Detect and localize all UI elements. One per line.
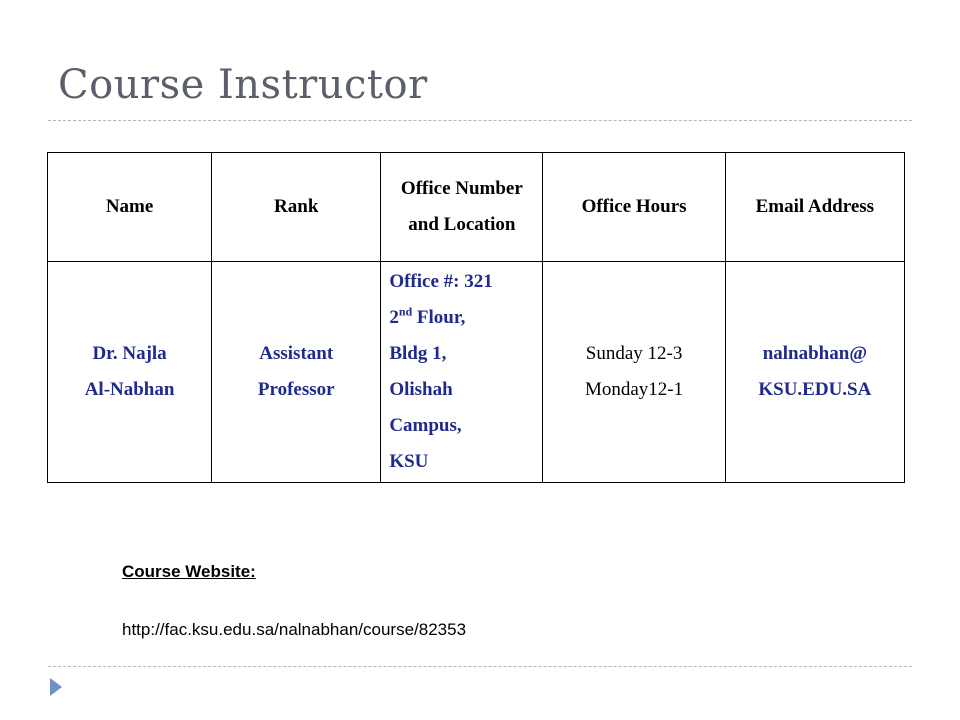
cell-office-location (381, 262, 543, 483)
name-line2: Al-Nabhan (84, 379, 175, 400)
office-line5: Campus, (389, 415, 462, 436)
office-line3: Bldg 1, (389, 343, 447, 364)
office-line1: Office #: 321 (389, 271, 493, 292)
name-line1: Dr. Najla (92, 343, 167, 364)
header-office-location: Office Number and Location (381, 153, 543, 262)
hours-line2: Monday12-1 (584, 379, 684, 400)
header-rank: Rank (212, 153, 381, 262)
course-website-url[interactable]: http://fac.ksu.edu.sa/nalnabhan/course/82353 (122, 620, 467, 639)
triangle-bullet-icon (50, 678, 62, 696)
office-line4: Olishah (389, 379, 453, 400)
cell-name (48, 262, 212, 483)
slide-title: Course Instructor (58, 62, 428, 108)
email-line2: KSU.EDU.SA (758, 379, 872, 400)
header-office-hours: Office Hours (543, 153, 725, 262)
email-line1: nalnabhan@ (762, 343, 867, 364)
top-divider (48, 120, 912, 121)
office-line6: KSU (389, 451, 429, 472)
cell-office-hours (543, 262, 725, 483)
cell-rank (212, 262, 381, 483)
header-email: Email Address (725, 153, 904, 262)
hours-line1: Sunday 12-3 (585, 343, 683, 364)
office-floor-rest: Flour, (412, 307, 466, 328)
header-name: Name (48, 153, 212, 262)
instructor-table (47, 152, 905, 483)
table-header-row (48, 153, 905, 262)
rank-line2: Professor (257, 379, 335, 400)
table-row (48, 262, 905, 483)
office-floor-num: 2 (389, 307, 399, 328)
course-website-label: Course Website: (122, 562, 256, 581)
cell-email (725, 262, 904, 483)
office-floor-sup: nd (398, 304, 413, 319)
bottom-divider (48, 666, 912, 667)
rank-line1: Assistant (259, 343, 334, 364)
